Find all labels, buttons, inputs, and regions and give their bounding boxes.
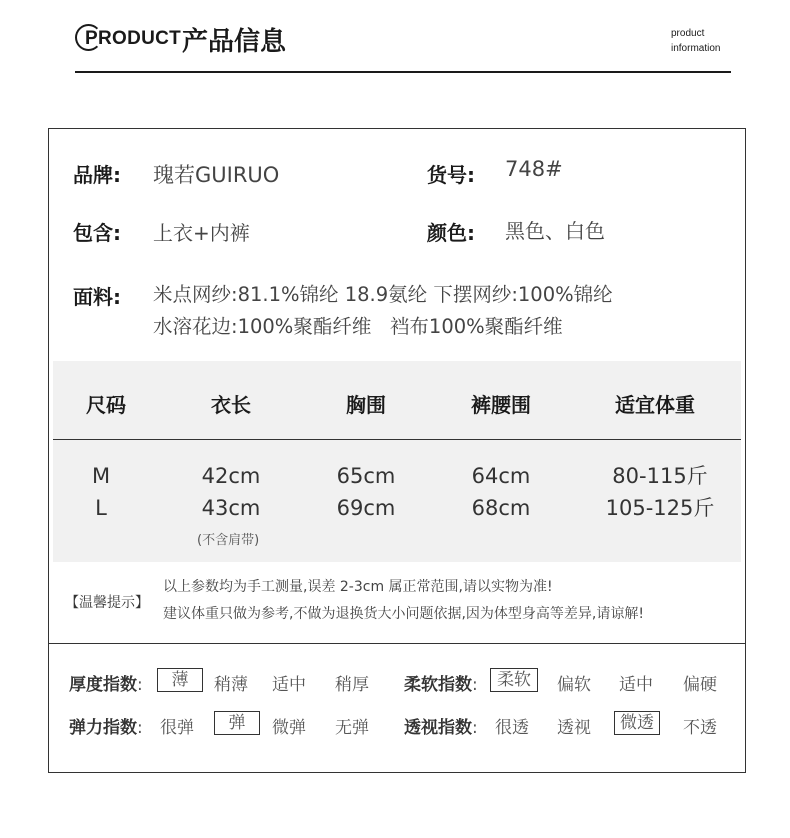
thickness-index xyxy=(69,670,143,695)
elasticity-label: 弹力指数 xyxy=(69,718,137,738)
header-subtitle xyxy=(671,26,720,56)
size-col xyxy=(71,460,131,524)
transparency-option: 不透 xyxy=(683,718,717,738)
table-cell: 69cm xyxy=(336,496,396,520)
header-title-en: PRODUCT xyxy=(85,28,182,49)
tips-line2: 建议体重只做为参考,不做为退换货大小问题依据,因为体型身高等差异,请谅解! xyxy=(163,606,644,622)
transparency-option: 透视 xyxy=(557,718,591,738)
transparency-option-selected: 微透 xyxy=(614,711,660,735)
softness-option-selected: 柔软 xyxy=(490,668,538,692)
length-note: (不含肩带) xyxy=(197,533,260,548)
col-header-bust: 胸围 xyxy=(346,393,386,417)
includes-label: 包含: xyxy=(73,221,121,245)
table-cell: L xyxy=(95,496,107,520)
header-sub-line1: product xyxy=(671,28,705,39)
fabric-label: 面料: xyxy=(73,285,121,309)
thickness-option-selected: 薄 xyxy=(157,668,203,692)
transparency-option: 很透 xyxy=(495,718,529,738)
transparency-index xyxy=(404,713,478,738)
waist-col xyxy=(456,460,546,524)
transparency-label: 透视指数 xyxy=(404,718,472,738)
elasticity-sep: : xyxy=(137,718,143,738)
item-no-label: 货号: xyxy=(427,163,475,187)
table-cell: 43cm xyxy=(201,496,261,520)
header-divider xyxy=(75,71,731,73)
size-table-body xyxy=(53,440,741,562)
table-cell: 80-115斤 xyxy=(612,464,708,488)
color-value: 黑色、白色 xyxy=(505,219,605,243)
fabric-line2: 水溶花边:100%聚酯纤维 裆布100%聚酯纤维 xyxy=(153,315,563,338)
softness-sep: : xyxy=(472,675,478,695)
table-cell: 42cm xyxy=(201,464,261,488)
softness-option: 偏硬 xyxy=(683,675,717,695)
tips-section xyxy=(49,562,745,644)
softness-option: 适中 xyxy=(619,675,653,695)
thickness-label: 厚度指数 xyxy=(69,675,137,695)
length-col xyxy=(186,460,276,524)
elasticity-index xyxy=(69,713,143,738)
tips-line1: 以上参数均为手工测量,误差 2-3cm 属正常范围,请以实物为准! xyxy=(163,579,553,595)
includes-value: 上衣+内裤 xyxy=(153,221,250,245)
softness-label: 柔软指数 xyxy=(404,675,472,695)
col-header-weight: 适宜体重 xyxy=(615,393,695,417)
elasticity-option: 微弹 xyxy=(272,718,306,738)
thickness-sep: : xyxy=(137,675,143,695)
item-no-value: 748# xyxy=(505,157,563,181)
table-cell: 105-125斤 xyxy=(605,496,715,520)
size-table-header xyxy=(53,361,741,440)
brand-label: 品牌: xyxy=(73,163,121,187)
table-cell: 65cm xyxy=(336,464,396,488)
transparency-sep: : xyxy=(472,718,478,738)
softness-index xyxy=(404,670,478,695)
brand-value: 瑰若GUIRUO xyxy=(153,163,280,187)
thickness-option: 稍薄 xyxy=(214,675,248,695)
header-title-cn: 产品信息 xyxy=(182,27,287,57)
softness-option: 偏软 xyxy=(557,675,591,695)
col-header-length: 衣长 xyxy=(211,393,251,417)
elasticity-option-selected: 弹 xyxy=(214,711,260,735)
tips-label: 【温馨提示】 xyxy=(65,595,149,611)
page-header xyxy=(75,18,731,74)
col-header-waist: 裤腰围 xyxy=(471,393,531,417)
product-info-panel xyxy=(48,128,746,773)
header-sub-line2: information xyxy=(671,43,721,54)
thickness-option: 适中 xyxy=(272,675,306,695)
color-label: 颜色: xyxy=(427,221,475,245)
table-cell: 68cm xyxy=(471,496,531,520)
table-cell: M xyxy=(91,464,111,488)
fabric-line1: 米点网纱:81.1%锦纶 18.9氨纶 下摆网纱:100%锦纶 xyxy=(153,283,613,306)
elasticity-option: 无弹 xyxy=(335,718,369,738)
table-cell: 64cm xyxy=(471,464,531,488)
weight-col xyxy=(595,460,725,524)
col-header-size: 尺码 xyxy=(86,393,126,417)
thickness-option: 稍厚 xyxy=(335,675,369,695)
bust-col xyxy=(321,460,411,524)
elasticity-option: 很弹 xyxy=(160,718,194,738)
